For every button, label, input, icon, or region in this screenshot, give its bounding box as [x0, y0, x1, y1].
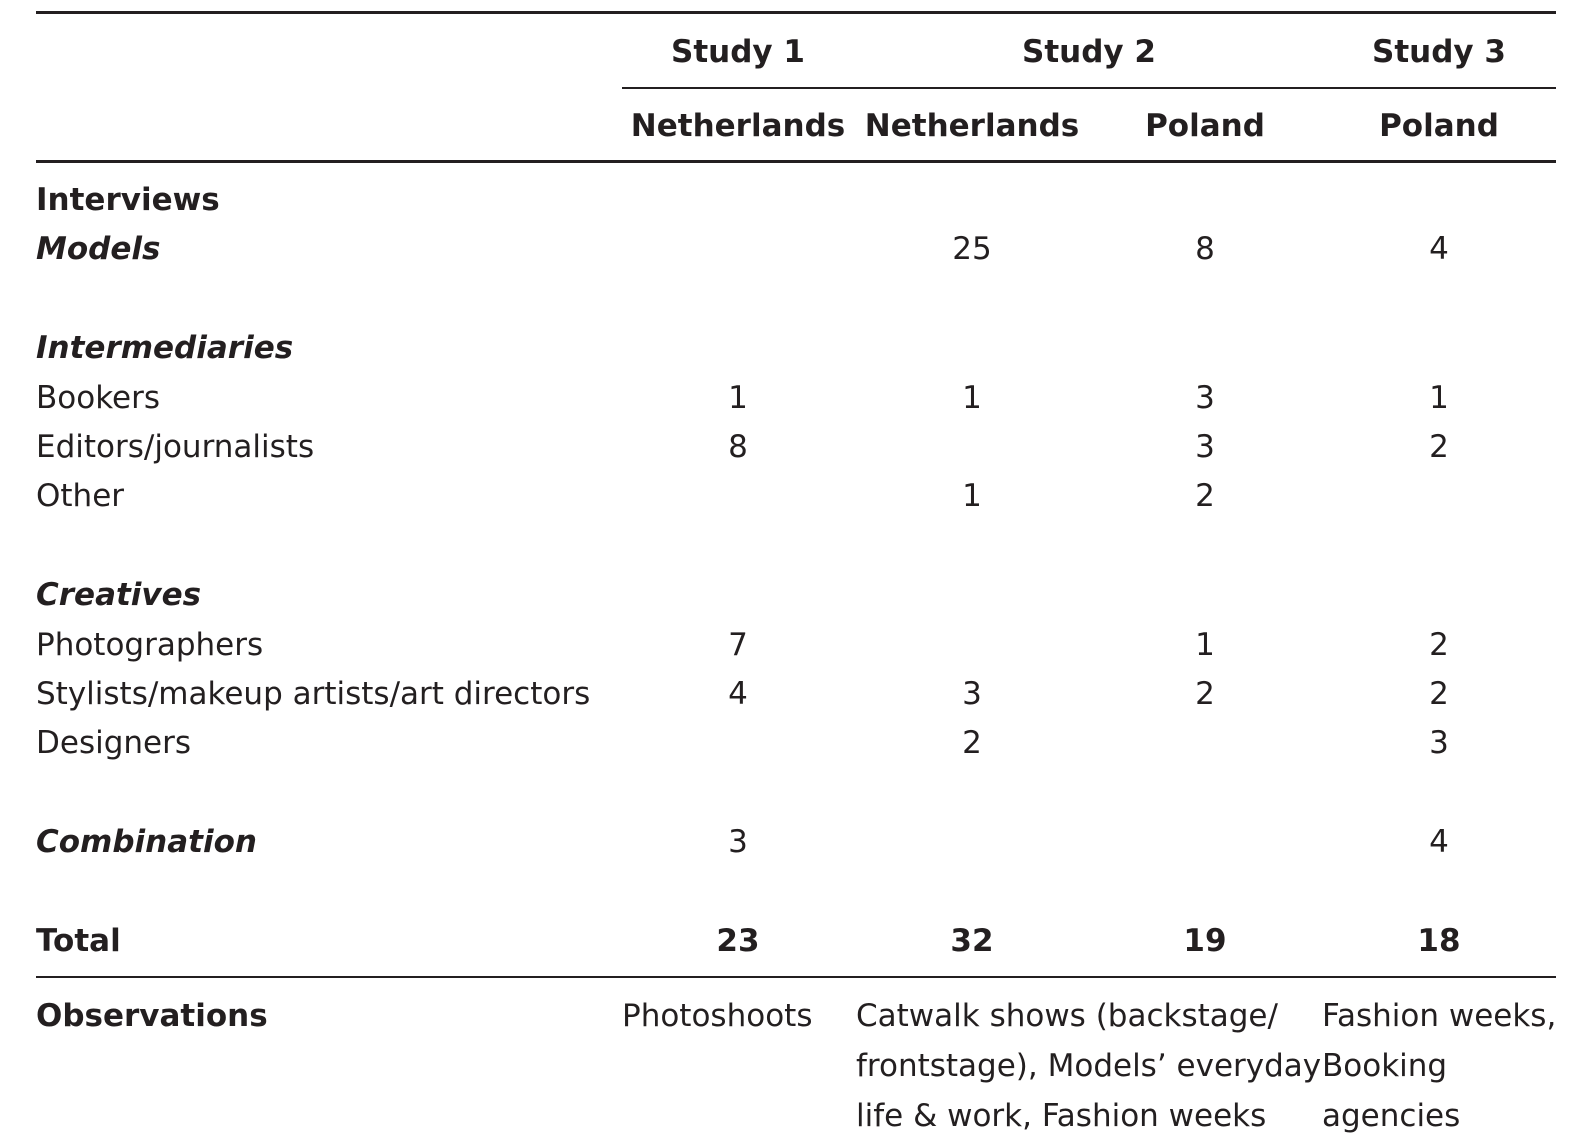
row-label-observations: Observations — [36, 998, 268, 1034]
header-country-4: Poland — [1379, 108, 1499, 144]
row-label-other: Other — [36, 478, 125, 514]
cell-bookers-2: 1 — [962, 380, 982, 416]
header-country-3: Poland — [1145, 108, 1265, 144]
section-models: Models — [36, 231, 161, 267]
cell-editors-4: 2 — [1429, 429, 1449, 465]
observations-study-3-line-2: Booking — [1322, 1048, 1448, 1084]
cell-total-1: 23 — [716, 923, 760, 959]
cell-photographers-3: 1 — [1195, 627, 1215, 663]
cell-combination-1: 3 — [728, 824, 748, 860]
cell-bookers-3: 3 — [1195, 380, 1215, 416]
cell-models-3: 8 — [1195, 231, 1215, 267]
cell-photographers-1: 7 — [728, 627, 748, 663]
cell-editors-1: 8 — [728, 429, 748, 465]
header-bottom-rule — [36, 160, 1556, 163]
cell-total-3: 19 — [1183, 923, 1227, 959]
cell-stylists-3: 2 — [1195, 676, 1215, 712]
cell-models-2: 25 — [952, 231, 992, 267]
header-country-2: Netherlands — [864, 108, 1080, 144]
cell-models-4: 4 — [1429, 231, 1449, 267]
total-bottom-rule — [36, 976, 1556, 978]
cell-stylists-4: 2 — [1429, 676, 1449, 712]
row-label-editors: Editors/journalists — [36, 429, 315, 465]
cell-other-2: 1 — [962, 478, 982, 514]
section-interviews: Interviews — [36, 182, 220, 218]
row-label-total: Total — [36, 923, 121, 959]
row-label-designers: Designers — [36, 725, 191, 761]
header-study-2: Study 2 — [1022, 34, 1156, 70]
row-label-photographers: Photographers — [36, 627, 264, 663]
observations-study-1: Photoshoots — [622, 998, 813, 1034]
study-underline — [622, 87, 1556, 89]
section-intermediaries: Intermediaries — [36, 330, 294, 366]
header-study-3: Study 3 — [1372, 34, 1506, 70]
cell-photographers-4: 2 — [1429, 627, 1449, 663]
cell-other-3: 2 — [1195, 478, 1215, 514]
cell-designers-2: 2 — [962, 725, 982, 761]
cell-editors-3: 3 — [1195, 429, 1215, 465]
section-creatives: Creatives — [36, 577, 202, 613]
header-study-1: Study 1 — [671, 34, 805, 70]
observations-study-2-line-3: life & work, Fashion weeks — [856, 1098, 1267, 1134]
cell-combination-4: 4 — [1429, 824, 1449, 860]
top-rule — [36, 11, 1556, 14]
cell-bookers-4: 1 — [1429, 380, 1449, 416]
cell-total-4: 18 — [1417, 923, 1461, 959]
cell-stylists-1: 4 — [728, 676, 748, 712]
observations-study-3-line-1: Fashion weeks, — [1322, 998, 1557, 1034]
cell-total-2: 32 — [950, 923, 994, 959]
row-label-bookers: Bookers — [36, 380, 161, 416]
row-label-stylists: Stylists/makeup artists/art directors — [36, 676, 591, 712]
section-combination: Combination — [36, 824, 257, 860]
cell-designers-4: 3 — [1429, 725, 1449, 761]
cell-bookers-1: 1 — [728, 380, 748, 416]
header-country-1: Netherlands — [630, 108, 846, 144]
observations-study-3-line-3: agencies — [1322, 1098, 1461, 1134]
cell-stylists-2: 3 — [962, 676, 982, 712]
observations-study-2-line-2: frontstage), Models’ everyday — [856, 1048, 1322, 1084]
observations-study-2-line-1: Catwalk shows (backstage/ — [856, 998, 1278, 1034]
